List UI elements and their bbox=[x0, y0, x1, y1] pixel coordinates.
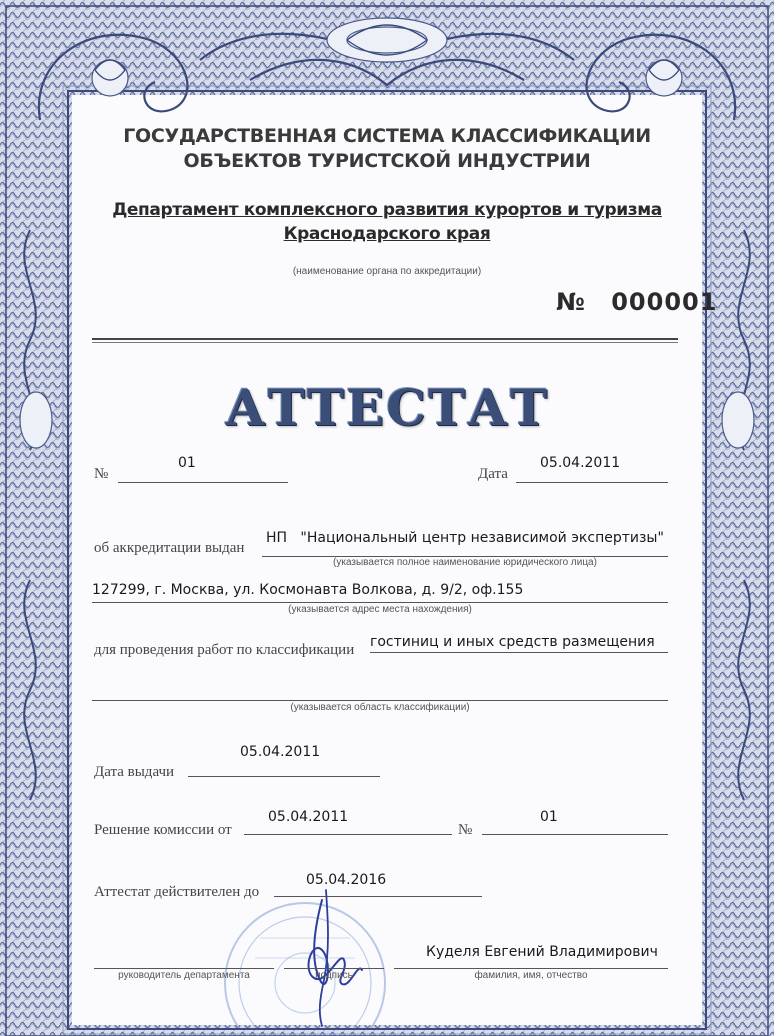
department-name-line2: Краснодарского края bbox=[283, 224, 491, 244]
decision-label: Решение комиссии от bbox=[94, 822, 232, 838]
valid-value: 05.04.2016 bbox=[306, 872, 387, 888]
handwritten-signature bbox=[292, 880, 372, 1030]
system-title-line1: ГОСУДАРСТВЕННАЯ СИСТЕМА КЛАССИФИКАЦИИ bbox=[123, 125, 651, 147]
address-value: 127299, г. Москва, ул. Космонавта Волкова, д. 9/2, оф.155 bbox=[92, 582, 524, 598]
valid-label: Аттестат действителен до bbox=[94, 884, 260, 900]
signer-name: Куделя Евгений Владимирович bbox=[426, 944, 658, 960]
number-line bbox=[118, 482, 288, 483]
date-value: 05.04.2011 bbox=[540, 455, 621, 471]
signature-line bbox=[284, 968, 384, 969]
number-label: № bbox=[94, 466, 109, 482]
system-title-line2: ОБЪЕКТОВ ТУРИСТСКОЙ ИНДУСТРИИ bbox=[183, 150, 591, 172]
address-line bbox=[92, 602, 668, 603]
scope-caption: (указывается область классификации) bbox=[290, 702, 470, 713]
decision-number-label: № bbox=[458, 822, 473, 838]
department-name-line1: Департамент комплексного развития курортов и туризма bbox=[112, 200, 662, 220]
department-caption: (наименование органа по аккредитации) bbox=[292, 266, 482, 277]
scope-value: гостиниц и иных средств размещения bbox=[370, 634, 655, 650]
divider-rule bbox=[92, 338, 678, 340]
serial-value: 000001 bbox=[611, 288, 718, 316]
issued-caption: (указывается полное наименование юридического лица) bbox=[333, 557, 597, 568]
scope-line bbox=[370, 652, 668, 653]
address-caption: (указывается адрес места нахождения) bbox=[288, 604, 472, 615]
issue-date-label: Дата выдачи bbox=[94, 764, 175, 780]
scope-line-2 bbox=[92, 700, 668, 701]
issued-value: НП "Национальный центр независимой экспертизы" bbox=[266, 530, 664, 546]
number-value: 01 bbox=[178, 455, 196, 471]
date-line bbox=[516, 482, 668, 483]
divider-rule-thin bbox=[92, 342, 678, 343]
document-title: АТТЕСТАТ bbox=[224, 378, 550, 437]
decision-date-value: 05.04.2011 bbox=[268, 809, 349, 825]
issue-date-line bbox=[188, 776, 380, 777]
name-line bbox=[394, 968, 668, 969]
serial-prefix: № bbox=[556, 288, 586, 316]
role-line bbox=[94, 968, 274, 969]
signature-caption: подпись bbox=[315, 970, 353, 981]
decision-date-line bbox=[244, 834, 452, 835]
role-caption: руководитель департамента bbox=[118, 970, 250, 981]
serial-number bbox=[556, 288, 717, 316]
date-label: Дата bbox=[478, 466, 508, 482]
issue-date-value: 05.04.2011 bbox=[240, 744, 321, 760]
name-caption: фамилия, имя, отчество bbox=[474, 970, 588, 981]
scope-label: для проведения работ по классификации bbox=[94, 642, 355, 658]
issued-label: об аккредитации выдан bbox=[94, 540, 245, 556]
decision-number-value: 01 bbox=[540, 809, 558, 825]
decision-number-line bbox=[482, 834, 668, 835]
